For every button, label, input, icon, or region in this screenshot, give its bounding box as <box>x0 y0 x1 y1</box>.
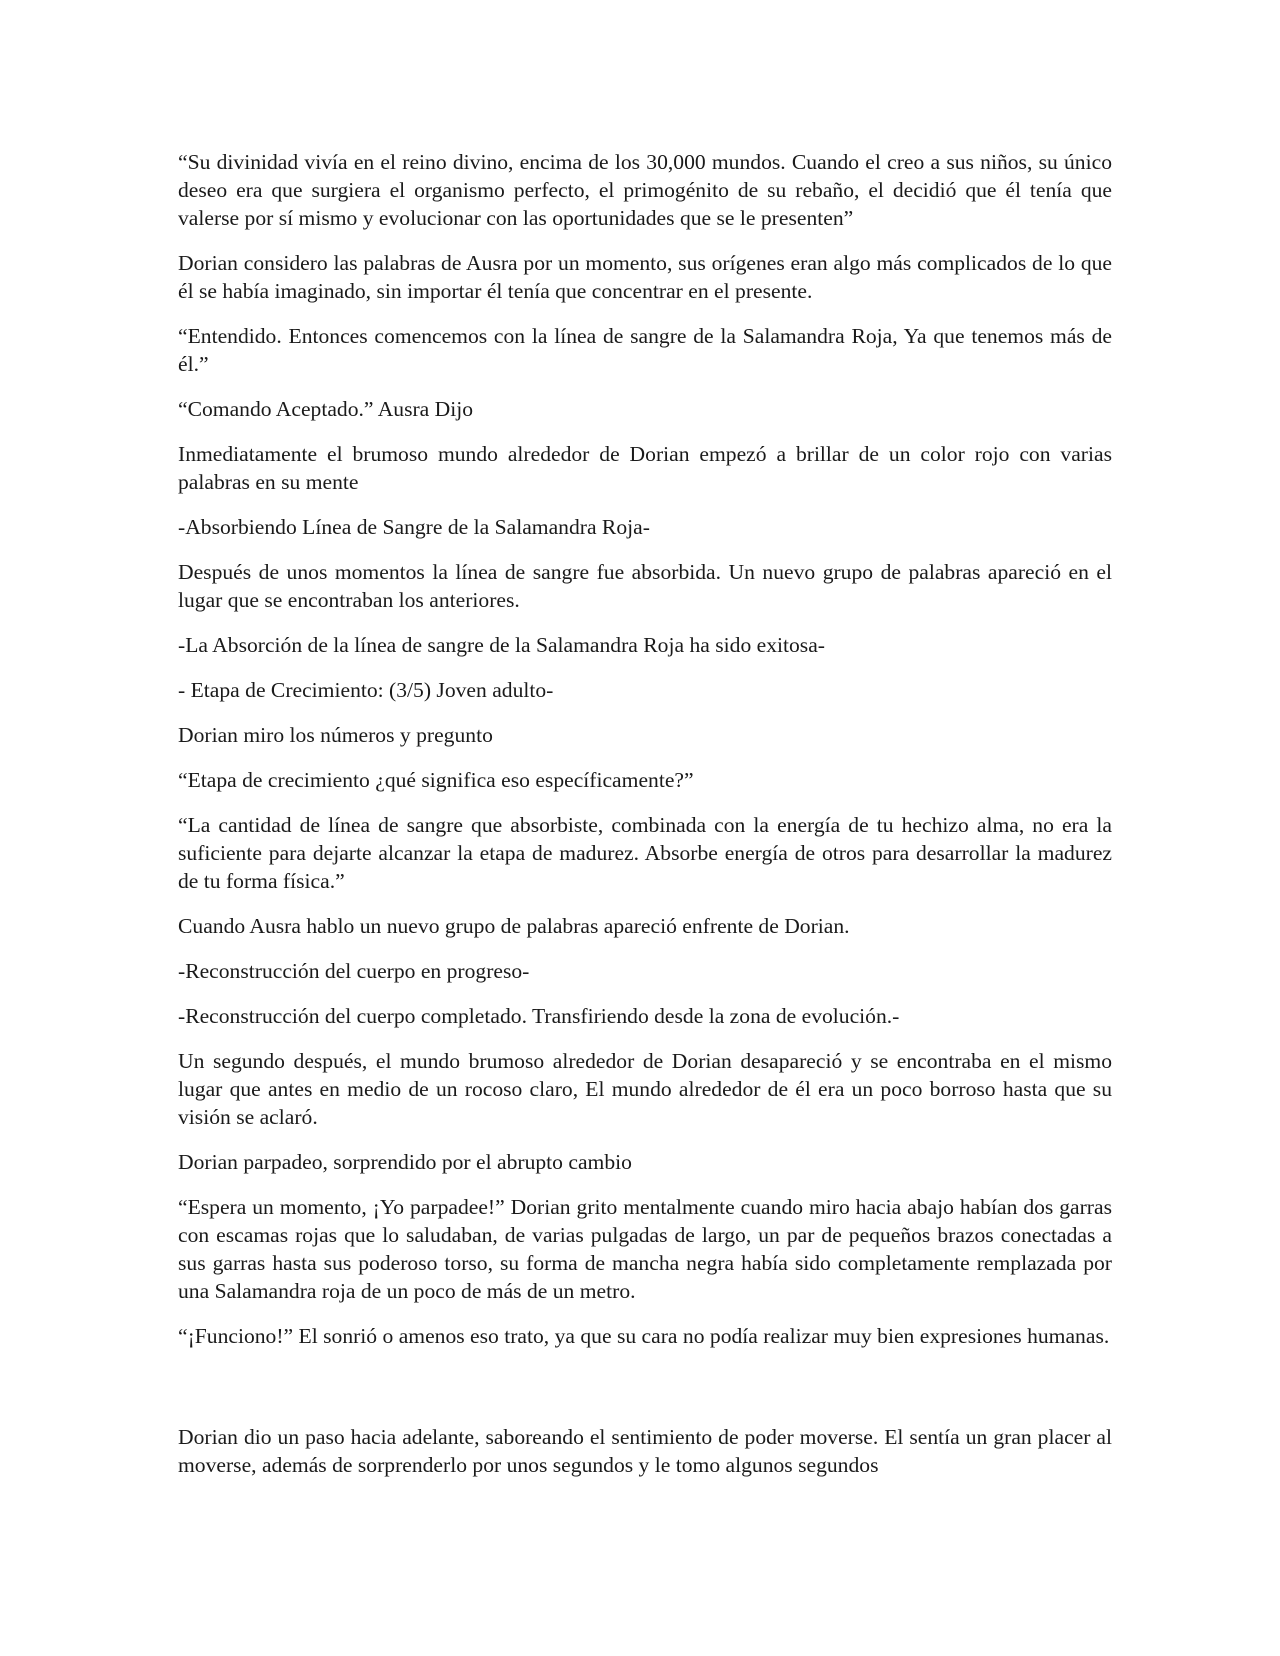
paragraph: Después de unos momentos la línea de sangre fue absorbida. Un nuevo grupo de palabras apareció en el lugar que se encontraban los anteriores. <box>178 560 1112 612</box>
paragraph: -Absorbiendo Línea de Sangre de la Salamandra Roja- <box>178 515 650 539</box>
paragraph: “La cantidad de línea de sangre que absorbiste, combinada con la energía de tu hechizo alma, no era la suficiente para dejarte alcanzar la etapa de madurez. Absorbe energía de otros para desarrollar la madurez de tu forma física.” <box>178 813 1112 893</box>
paragraph: Un segundo después, el mundo brumoso alrededor de Dorian desapareció y se encontraba en el mismo lugar que antes en medio de un rocoso claro, El mundo alrededor de él era un poco borroso hasta que su visión se aclaró. <box>178 1049 1112 1129</box>
paragraph: - Etapa de Crecimiento: (3/5) Joven adulto- <box>178 678 554 702</box>
paragraph: Inmediatamente el brumoso mundo alrededor de Dorian empezó a brillar de un color rojo con varias palabras en su mente <box>178 442 1112 494</box>
paragraph: Dorian dio un paso hacia adelante, saboreando el sentimiento de poder moverse. El sentía un gran placer al moverse, además de sorprenderlo por unos segundos y le tomo algunos segundos <box>178 1425 1112 1477</box>
paragraph: Dorian miro los números y pregunto <box>178 723 493 747</box>
paragraph: Cuando Ausra hablo un nuevo grupo de palabras apareció enfrente de Dorian. <box>178 914 850 938</box>
paragraph: “Comando Aceptado.” Ausra Dijo <box>178 397 474 421</box>
document-body <box>178 148 1112 1496</box>
paragraph: “Entendido. Entonces comencemos con la línea de sangre de la Salamandra Roja, Ya que tenemos más de él.” <box>178 324 1112 376</box>
paragraph: “¡Funciono!” El sonrió o amenos eso trato, ya que su cara no podía realizar muy bien expresiones humanas. <box>178 1324 1110 1348</box>
paragraph: -Reconstrucción del cuerpo completado. Transfiriendo desde la zona de evolución.- <box>178 1004 900 1028</box>
paragraph: “Su divinidad vivía en el reino divino, encima de los 30,000 mundos. Cuando el creo a sus niños, su único deseo era que surgiera el organismo perfecto, el primogénito de su rebaño, el decidió que él tenía que valerse por sí mismo y evolucionar con las oportunidades que se le presenten” <box>178 150 1112 230</box>
paragraph: “Etapa de crecimiento ¿qué significa eso específicamente?” <box>178 768 694 792</box>
paragraph: “Espera un momento, ¡Yo parpadee!” Dorian grito mentalmente cuando miro hacia abajo habían dos garras con escamas rojas que lo saludaban, de varias pulgadas de largo, un par de pequeños brazos conectadas a sus garras hasta sus poderoso torso, su forma de mancha negra había sido completamente remplazada por una Salamandra roja de un poco de más de un metro. <box>178 1195 1112 1303</box>
paragraph: Dorian considero las palabras de Ausra por un momento, sus orígenes eran algo más complicados de lo que él se había imaginado, sin importar él tenía que concentrar en el presente. <box>178 251 1112 303</box>
paragraph: -La Absorción de la línea de sangre de la Salamandra Roja ha sido exitosa- <box>178 633 825 657</box>
paragraph: -Reconstrucción del cuerpo en progreso- <box>178 959 530 983</box>
paragraph: Dorian parpadeo, sorprendido por el abrupto cambio <box>178 1150 632 1174</box>
